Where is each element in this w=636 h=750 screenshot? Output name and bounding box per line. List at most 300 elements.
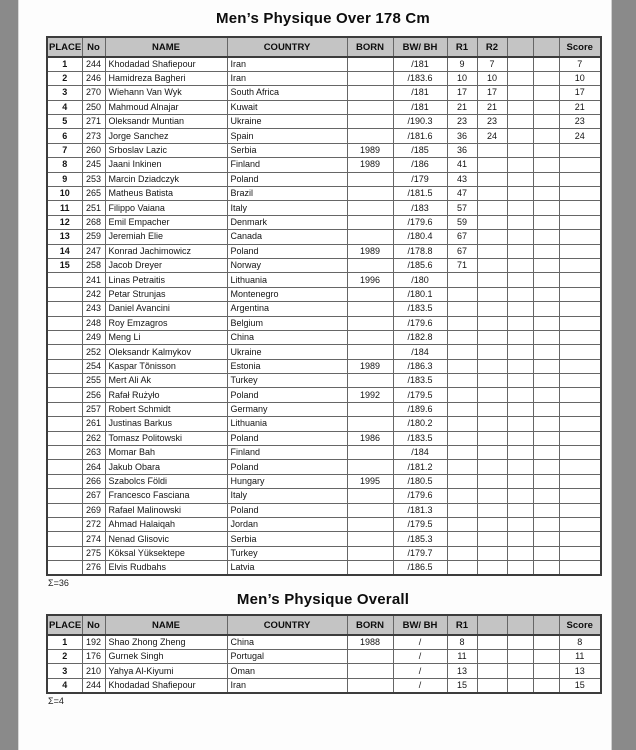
- table-cell: Oleksandr Kalmykov: [105, 345, 227, 359]
- table-cell: [559, 431, 601, 445]
- table-cell: [507, 546, 533, 560]
- table-cell: [347, 201, 393, 215]
- table-cell: [347, 100, 393, 114]
- table-cell: [477, 402, 507, 416]
- table-cell: [507, 273, 533, 287]
- table-cell: [347, 287, 393, 301]
- table-cell: [507, 187, 533, 201]
- table-cell: [477, 230, 507, 244]
- table-cell: 1986: [347, 431, 393, 445]
- table-cell: Daniel Avancini: [105, 302, 227, 316]
- table-cell: [47, 374, 82, 388]
- table-cell: Rafał Rużyło: [105, 388, 227, 402]
- table-cell: [347, 532, 393, 546]
- table-cell: [507, 635, 533, 649]
- table-row: [47, 115, 601, 129]
- table-cell: Kuwait: [227, 100, 347, 114]
- table-cell: 6: [47, 129, 82, 143]
- column-header-country: COUNTRY: [227, 37, 347, 57]
- table-cell: 10: [559, 71, 601, 85]
- table-cell: /182.8: [393, 330, 447, 344]
- table-cell: [507, 678, 533, 692]
- table-cell: 36: [447, 143, 477, 157]
- table-cell: Poland: [227, 388, 347, 402]
- table-row: [47, 649, 601, 663]
- table-cell: Roy Emzagros: [105, 316, 227, 330]
- column-header-blank: [533, 615, 559, 635]
- table-cell: [47, 446, 82, 460]
- table-cell: Ahmad Halaiqah: [105, 518, 227, 532]
- table-cell: Petar Strunjas: [105, 287, 227, 301]
- table-cell: [477, 158, 507, 172]
- table-cell: 21: [477, 100, 507, 114]
- table-cell: [477, 215, 507, 229]
- table-cell: [477, 446, 507, 460]
- table-row: [47, 561, 601, 575]
- table-cell: [533, 143, 559, 157]
- table-cell: [559, 503, 601, 517]
- table-cell: [533, 258, 559, 272]
- table-cell: Germany: [227, 402, 347, 416]
- table-cell: [347, 678, 393, 692]
- table-cell: [559, 302, 601, 316]
- table-cell: [533, 664, 559, 678]
- table-cell: 4: [47, 100, 82, 114]
- table-cell: /179.5: [393, 518, 447, 532]
- table-cell: Jordan: [227, 518, 347, 532]
- table-cell: Khodadad Shafiepour: [105, 57, 227, 71]
- table-cell: Jacob Dreyer: [105, 258, 227, 272]
- table-cell: [347, 345, 393, 359]
- table-cell: [533, 158, 559, 172]
- table-cell: [447, 489, 477, 503]
- table-cell: 10: [477, 71, 507, 85]
- table-cell: [507, 402, 533, 416]
- table-cell: [507, 561, 533, 575]
- table-cell: [447, 345, 477, 359]
- table-cell: /183.5: [393, 431, 447, 445]
- table-cell: [559, 561, 601, 575]
- table-cell: Poland: [227, 244, 347, 258]
- table-cell: Jorge Sanchez: [105, 129, 227, 143]
- table-row: [47, 489, 601, 503]
- table-cell: 3: [47, 86, 82, 100]
- table-cell: Gurnek Singh: [105, 649, 227, 663]
- table-cell: [447, 287, 477, 301]
- table-cell: 1989: [347, 359, 393, 373]
- table-cell: [559, 158, 601, 172]
- table-cell: [477, 417, 507, 431]
- table-cell: [507, 359, 533, 373]
- table-cell: 192: [82, 635, 105, 649]
- table-cell: [447, 460, 477, 474]
- column-header-born: BORN: [347, 37, 393, 57]
- table-cell: Argentina: [227, 302, 347, 316]
- table-cell: 260: [82, 143, 105, 157]
- table-cell: 11: [559, 649, 601, 663]
- table-cell: Serbia: [227, 532, 347, 546]
- table-cell: [533, 678, 559, 692]
- table-cell: 17: [477, 86, 507, 100]
- table-cell: /186: [393, 158, 447, 172]
- table-cell: [559, 143, 601, 157]
- table-cell: 21: [447, 100, 477, 114]
- column-header-r1: R1: [447, 37, 477, 57]
- table-cell: Konrad Jachimowicz: [105, 244, 227, 258]
- table-cell: 252: [82, 345, 105, 359]
- table-cell: [507, 532, 533, 546]
- table-cell: [47, 474, 82, 488]
- table-title-overall: Men’s Physique Overall: [236, 591, 410, 609]
- table-cell: 13: [447, 664, 477, 678]
- table-cell: [533, 374, 559, 388]
- table-cell: 5: [47, 115, 82, 129]
- table-cell: [507, 503, 533, 517]
- table-cell: [477, 201, 507, 215]
- table-cell: [477, 172, 507, 186]
- table-cell: Shao Zhong Zheng: [105, 635, 227, 649]
- table-cell: [559, 518, 601, 532]
- table-cell: [533, 100, 559, 114]
- table-cell: 10: [447, 71, 477, 85]
- table-row: [47, 359, 601, 373]
- table-cell: 266: [82, 474, 105, 488]
- table-cell: [533, 302, 559, 316]
- table-cell: [559, 258, 601, 272]
- table-cell: 243: [82, 302, 105, 316]
- table-cell: 71: [447, 258, 477, 272]
- table-cell: [533, 561, 559, 575]
- table-row: [47, 129, 601, 143]
- table-cell: 24: [559, 129, 601, 143]
- table-cell: [477, 244, 507, 258]
- table-cell: [477, 388, 507, 402]
- table-cell: [533, 129, 559, 143]
- table-cell: [533, 172, 559, 186]
- table-cell: [559, 489, 601, 503]
- table-cell: Wiehann Van Wyk: [105, 86, 227, 100]
- table-cell: /179.7: [393, 546, 447, 560]
- table-cell: [47, 287, 82, 301]
- column-header-r1: R1: [447, 615, 477, 635]
- table-cell: [533, 446, 559, 460]
- table-cell: 275: [82, 546, 105, 560]
- table-cell: /181.3: [393, 503, 447, 517]
- table-cell: 3: [47, 664, 82, 678]
- table-cell: 17: [559, 86, 601, 100]
- table-cell: [533, 244, 559, 258]
- table-cell: [477, 460, 507, 474]
- table-cell: [533, 417, 559, 431]
- table-cell: 271: [82, 115, 105, 129]
- table-cell: [533, 431, 559, 445]
- table-cell: 267: [82, 489, 105, 503]
- table-cell: Francesco Fasciana: [105, 489, 227, 503]
- table-cell: [447, 273, 477, 287]
- table-cell: Latvia: [227, 561, 347, 575]
- table-cell: [559, 273, 601, 287]
- table-cell: [477, 330, 507, 344]
- table-cell: [559, 316, 601, 330]
- table-row: [47, 230, 601, 244]
- table-row: [47, 546, 601, 560]
- table-row: [47, 86, 601, 100]
- table-cell: [477, 678, 507, 692]
- table-cell: 1996: [347, 273, 393, 287]
- table-cell: [533, 187, 559, 201]
- table-cell: 36: [447, 129, 477, 143]
- table-cell: [507, 417, 533, 431]
- table-cell: /186.5: [393, 561, 447, 575]
- table-cell: Brazil: [227, 187, 347, 201]
- table-cell: [507, 129, 533, 143]
- table-cell: [477, 546, 507, 560]
- table-cell: /183.5: [393, 374, 447, 388]
- table-cell: [447, 417, 477, 431]
- table-cell: 1989: [347, 158, 393, 172]
- column-header-place: PLACE: [47, 37, 82, 57]
- table-cell: /186.3: [393, 359, 447, 373]
- table-cell: [533, 546, 559, 560]
- table-cell: 9: [447, 57, 477, 71]
- table-cell: [533, 518, 559, 532]
- table-cell: 1995: [347, 474, 393, 488]
- table-cell: 1: [47, 635, 82, 649]
- table-row: [47, 503, 601, 517]
- table-cell: Lithuania: [227, 273, 347, 287]
- table-row: [47, 273, 601, 287]
- table-cell: 11: [447, 649, 477, 663]
- table-cell: [47, 359, 82, 373]
- table-cell: 13: [559, 664, 601, 678]
- table-cell: /185: [393, 143, 447, 157]
- table-cell: [507, 100, 533, 114]
- table-cell: [347, 172, 393, 186]
- table-cell: 274: [82, 532, 105, 546]
- table-cell: Yahya Al-Kiyumi: [105, 664, 227, 678]
- table-row: [47, 215, 601, 229]
- table-cell: 244: [82, 57, 105, 71]
- table-cell: 43: [447, 172, 477, 186]
- table-cell: 251: [82, 201, 105, 215]
- table-cell: 1988: [347, 635, 393, 649]
- table-cell: 1: [47, 57, 82, 71]
- table-cell: [559, 402, 601, 416]
- table-cell: 257: [82, 402, 105, 416]
- table-cell: /183: [393, 201, 447, 215]
- table-cell: [559, 446, 601, 460]
- table-cell: [507, 431, 533, 445]
- table-cell: Justinas Barkus: [105, 417, 227, 431]
- table-cell: [477, 273, 507, 287]
- table-row: [47, 158, 601, 172]
- table-cell: 41: [447, 158, 477, 172]
- table-cell: 21: [559, 100, 601, 114]
- table-cell: [347, 115, 393, 129]
- table-cell: [507, 143, 533, 157]
- results-section-over-178: [46, 10, 600, 588]
- table-cell: [507, 374, 533, 388]
- table-row: [47, 71, 601, 85]
- table-cell: /189.6: [393, 402, 447, 416]
- table-cell: [507, 201, 533, 215]
- table-cell: [507, 664, 533, 678]
- table-cell: [347, 86, 393, 100]
- table-cell: [533, 649, 559, 663]
- table-cell: [477, 345, 507, 359]
- table-cell: [47, 316, 82, 330]
- table-cell: [559, 532, 601, 546]
- table-cell: [477, 489, 507, 503]
- table-cell: [447, 388, 477, 402]
- table-cell: 270: [82, 86, 105, 100]
- table-cell: 10: [47, 187, 82, 201]
- table-cell: 241: [82, 273, 105, 287]
- table-cell: Poland: [227, 503, 347, 517]
- table-cell: [559, 287, 601, 301]
- table-cell: 7: [47, 143, 82, 157]
- table-row: [47, 244, 601, 258]
- table-cell: [533, 474, 559, 488]
- table-cell: [347, 664, 393, 678]
- table-cell: 14: [47, 244, 82, 258]
- table-cell: [347, 649, 393, 663]
- table-cell: Estonia: [227, 359, 347, 373]
- table-row: [47, 316, 601, 330]
- table-cell: 8: [47, 158, 82, 172]
- table-cell: /181.2: [393, 460, 447, 474]
- table-cell: Finland: [227, 158, 347, 172]
- table-row: [47, 474, 601, 488]
- table-cell: /181.5: [393, 187, 447, 201]
- table-cell: [507, 258, 533, 272]
- table-cell: [559, 388, 601, 402]
- column-header-score: Score: [559, 37, 601, 57]
- results-section-overall: [46, 591, 600, 706]
- table-cell: Oleksandr Muntian: [105, 115, 227, 129]
- table-cell: Hamidreza Bagheri: [105, 71, 227, 85]
- table-cell: /183.5: [393, 302, 447, 316]
- table-cell: Canada: [227, 230, 347, 244]
- table-cell: Turkey: [227, 374, 347, 388]
- table-row: [47, 187, 601, 201]
- table-cell: 269: [82, 503, 105, 517]
- table-cell: [47, 532, 82, 546]
- table-cell: [47, 273, 82, 287]
- table-cell: [447, 518, 477, 532]
- table-row: [47, 431, 601, 445]
- table-cell: Poland: [227, 460, 347, 474]
- table-cell: 249: [82, 330, 105, 344]
- table-cell: /179.6: [393, 215, 447, 229]
- table-cell: 11: [47, 201, 82, 215]
- table-cell: [477, 503, 507, 517]
- table-row: [47, 446, 601, 460]
- table-cell: Nenad Glisovic: [105, 532, 227, 546]
- table-cell: Köksal Yüksektepe: [105, 546, 227, 560]
- table-row: [47, 100, 601, 114]
- table-cell: 276: [82, 561, 105, 575]
- column-header-name: NAME: [105, 615, 227, 635]
- table-cell: Momar Bah: [105, 446, 227, 460]
- table-cell: [447, 561, 477, 575]
- table-cell: 17: [447, 86, 477, 100]
- table-row: [47, 57, 601, 71]
- table-cell: Elvis Rudbahs: [105, 561, 227, 575]
- table-cell: 250: [82, 100, 105, 114]
- table-cell: [507, 115, 533, 129]
- table-cell: [347, 187, 393, 201]
- table-cell: [559, 359, 601, 373]
- table-cell: Marcin Dziadczyk: [105, 172, 227, 186]
- table-cell: [477, 258, 507, 272]
- table-cell: [507, 71, 533, 85]
- table-cell: /: [393, 664, 447, 678]
- table-cell: 247: [82, 244, 105, 258]
- table-cell: [477, 635, 507, 649]
- table-cell: [507, 57, 533, 71]
- table-row: [47, 258, 601, 272]
- table-row: [47, 374, 601, 388]
- table-cell: 1989: [347, 143, 393, 157]
- table-cell: Robert Schmidt: [105, 402, 227, 416]
- table-cell: 15: [47, 258, 82, 272]
- table-cell: /180.5: [393, 474, 447, 488]
- table-cell: [507, 316, 533, 330]
- table-cell: /: [393, 635, 447, 649]
- table-cell: /178.8: [393, 244, 447, 258]
- table-cell: Poland: [227, 431, 347, 445]
- table-cell: [47, 330, 82, 344]
- table-cell: [347, 518, 393, 532]
- table-row: [47, 345, 601, 359]
- table-cell: 262: [82, 431, 105, 445]
- table-cell: [347, 460, 393, 474]
- table-cell: 7: [477, 57, 507, 71]
- table-cell: 15: [559, 678, 601, 692]
- table-row: [47, 664, 601, 678]
- table-row: [47, 330, 601, 344]
- document-page: [18, 0, 612, 750]
- table-cell: Khodadad Shafiepour: [105, 678, 227, 692]
- table-cell: 13: [47, 230, 82, 244]
- table-cell: Turkey: [227, 546, 347, 560]
- table-cell: 23: [559, 115, 601, 129]
- table-cell: Meng Li: [105, 330, 227, 344]
- table-row: [47, 635, 601, 649]
- column-header-no: No: [82, 37, 105, 57]
- table-cell: /180.2: [393, 417, 447, 431]
- table-cell: [47, 503, 82, 517]
- table-cell: 261: [82, 417, 105, 431]
- table-cell: 67: [447, 244, 477, 258]
- table-cell: [477, 287, 507, 301]
- table-cell: [507, 172, 533, 186]
- table-cell: /185.6: [393, 258, 447, 272]
- table-cell: [47, 546, 82, 560]
- table-cell: [507, 215, 533, 229]
- table-cell: Jaani Inkinen: [105, 158, 227, 172]
- column-header-place: PLACE: [47, 615, 82, 635]
- table-cell: Norway: [227, 258, 347, 272]
- table-cell: [447, 546, 477, 560]
- table-cell: [447, 431, 477, 445]
- table-cell: [477, 302, 507, 316]
- table-cell: [559, 172, 601, 186]
- table-cell: Jakub Obara: [105, 460, 227, 474]
- table-cell: 258: [82, 258, 105, 272]
- table-cell: [507, 345, 533, 359]
